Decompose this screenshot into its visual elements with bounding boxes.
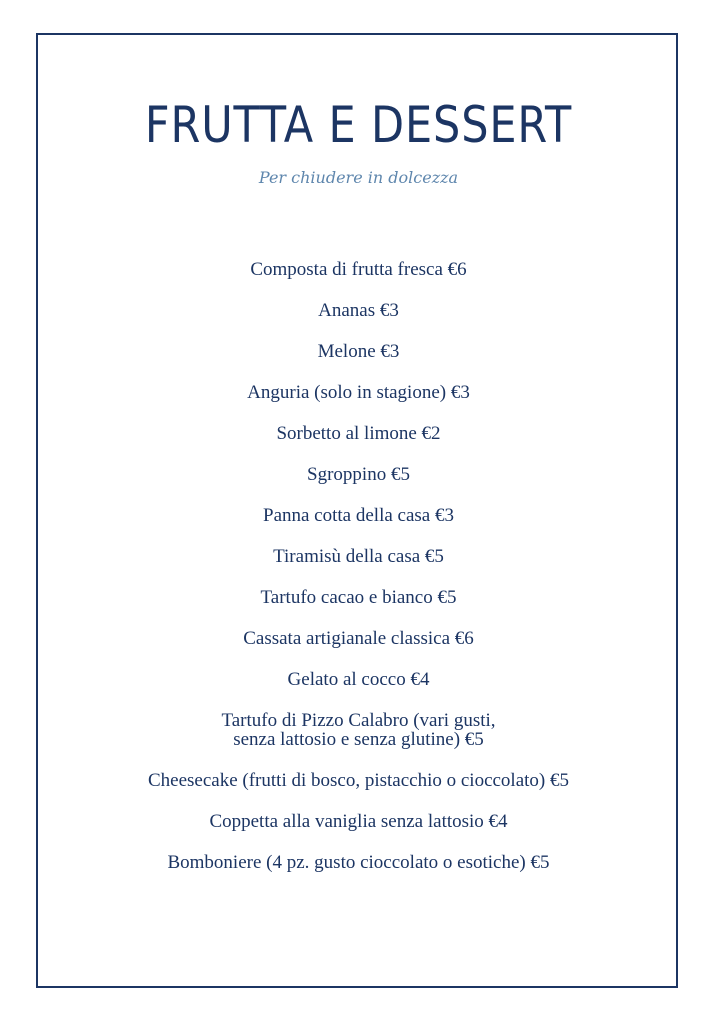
menu-item: Bomboniere (4 pz. gusto cioccolato o esotiche) €5 (167, 852, 550, 873)
menu-item: Cheesecake (frutti di bosco, pistacchio o cioccolato) €5 (147, 770, 569, 791)
menu-item: Composta di frutta fresca €6 (250, 259, 467, 280)
menu-item: Tartufo cacao e bianco €5 (260, 587, 457, 608)
menu-item: Coppetta alla vaniglia senza lattosio €4 (209, 811, 508, 832)
dessert-menu-list (60, 260, 657, 894)
menu-item: Anguria (solo in stagione) €3 (247, 382, 470, 403)
menu-item: Tiramisù della casa €5 (273, 546, 444, 567)
menu-item: Sorbetto al limone €2 (276, 423, 441, 444)
menu-item: Gelato al cocco €4 (287, 669, 430, 690)
menu-item: Melone €3 (317, 341, 400, 362)
menu-item: Panna cotta della casa €3 (263, 505, 454, 526)
menu-item: Tartufo di Pizzo Calabro (vari gusti, senza lattosio e senza glutine) €5 (221, 710, 496, 750)
menu-item: Ananas €3 (318, 300, 399, 321)
menu-item: Cassata artigianale classica €6 (243, 628, 474, 649)
menu-item: Sgroppino €5 (307, 464, 410, 485)
page-title: FRUTTA E DESSERT (144, 96, 573, 154)
page-subtitle: Per chiudere in dolcezza (258, 168, 459, 187)
